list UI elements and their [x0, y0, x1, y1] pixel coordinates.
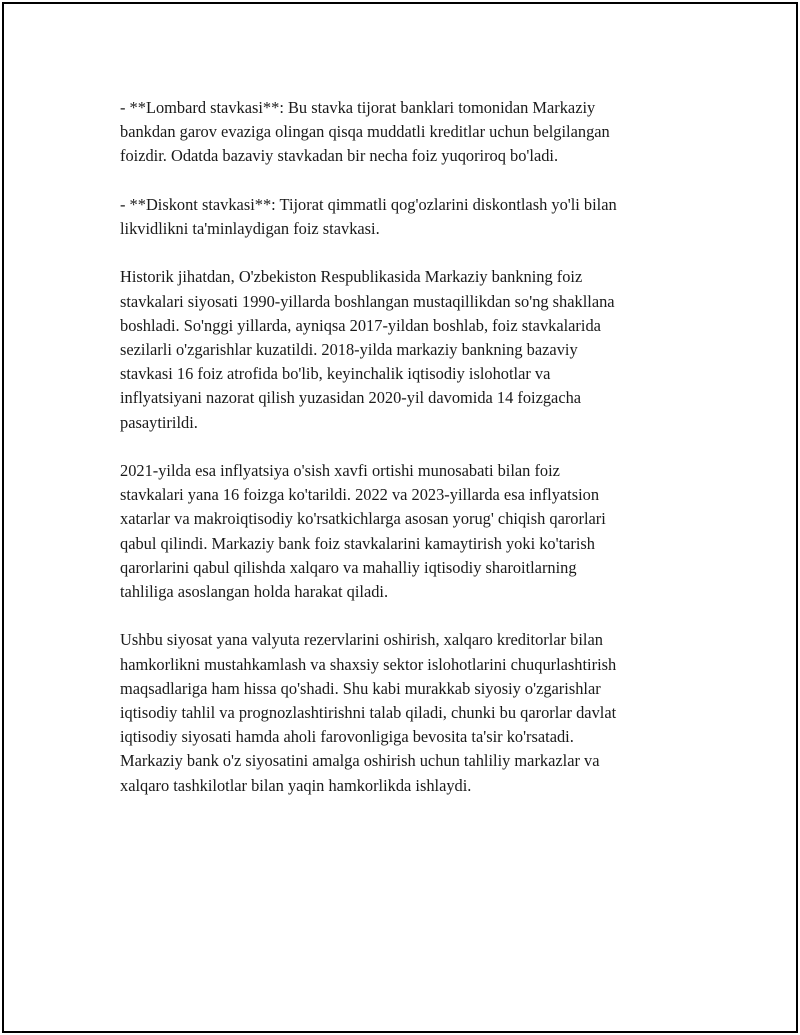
text-line: stavkalari yana 16 foizga ko'tarildi. 2022 va 2023-yillarda esa inflyatsion: [120, 485, 600, 505]
paragraph-history: [120, 265, 684, 434]
text-line: iqtisodiy siyosati hamda aholi farovonligiga bevosita ta'sir ko'rsatadi.: [120, 727, 574, 747]
text-line: likvidlikni ta'minlaydigan foiz stavkasi.: [120, 219, 380, 238]
text-line: Ushbu siyosat yana valyuta rezervlarini oshirish, xalqaro kreditorlar bilan: [120, 630, 603, 650]
text-line: qabul qilindi. Markaziy bank foiz stavkalarini kamaytirish yoki ko'tarish: [120, 533, 595, 553]
text-line: hamkorlikni mustahkamlash va shaxsiy sektor islohotlarini chuqurlashtirish: [120, 654, 617, 674]
text-line: maqsadlariga ham hissa qo'shadi. Shu kabi murakkab siyosiy o'zgarishlar: [120, 678, 601, 698]
paragraph-lombard-rate: [120, 96, 684, 169]
text-line: iqtisodiy tahlil va prognozlashtirishni talab qiladi, chunki bu qarorlar davlat: [120, 703, 617, 723]
text-line: xatarlar va makroiqtisodiy ko'rsatkichlarga asosan yorug' chiqish qarorlari: [120, 509, 606, 529]
text-line: Historik jihatdan, O'zbekiston Respublikasida Markaziy bankning foiz: [120, 267, 583, 287]
text-line: foizdir. Odatda bazaviy stavkadan bir necha foiz yuqoriroq bo'ladi.: [120, 146, 559, 166]
text-line: boshladi. So'nggi yillarda, ayniqsa 2017-yildan boshlab, foiz stavkalarida: [120, 315, 601, 335]
text-line: - **Lombard stavkasi**: Bu stavka tijorat banklari tomonidan Markaziy: [120, 98, 596, 117]
text-line: stavkalari siyosati 1990-yillarda boshlangan mustaqillikdan so'ng shakllana: [120, 291, 615, 311]
text-line: 2021-yilda esa inflyatsiya o'sish xavfi ortishi munosabati bilan foiz: [120, 461, 560, 480]
text-line: Markaziy bank o'z siyosatini amalga oshirish uchun tahliliy markazlar va: [120, 751, 600, 771]
text-line: tahliliga asoslangan holda harakat qiladi.: [120, 582, 389, 602]
text-line: qarorlarini qabul qilishda xalqaro va mahalliy iqtisodiy sharoitlarning: [120, 557, 577, 577]
text-line: inflyatsiyani nazorat qilish yuzasidan 2020-yil davomida 14 foizgacha: [120, 388, 582, 408]
paragraph-policy-goals: [120, 628, 684, 797]
text-line: xalqaro tashkilotlar bilan yaqin hamkorlikda ishlaydi.: [120, 775, 472, 795]
text-line: - **Diskont stavkasi**: Tijorat qimmatli qog'ozlarini diskontlash yo'li bilan: [120, 194, 617, 214]
text-line: stavkasi 16 foiz atrofida bo'lib, keyinchalik iqtisodiy islohotlar va: [120, 364, 551, 384]
paragraph-discount-rate: [120, 193, 684, 241]
document-body: [120, 96, 684, 822]
text-line: pasaytirildi.: [120, 412, 198, 432]
paragraph-2021-2023: [120, 459, 684, 604]
text-line: sezilarli o'zgarishlar kuzatildi. 2018-yilda markaziy bankning bazaviy: [120, 340, 578, 359]
page-frame: [2, 2, 798, 1033]
text-line: bankdan garov evaziga olingan qisqa muddatli kreditlar uchun belgilangan: [120, 122, 610, 142]
